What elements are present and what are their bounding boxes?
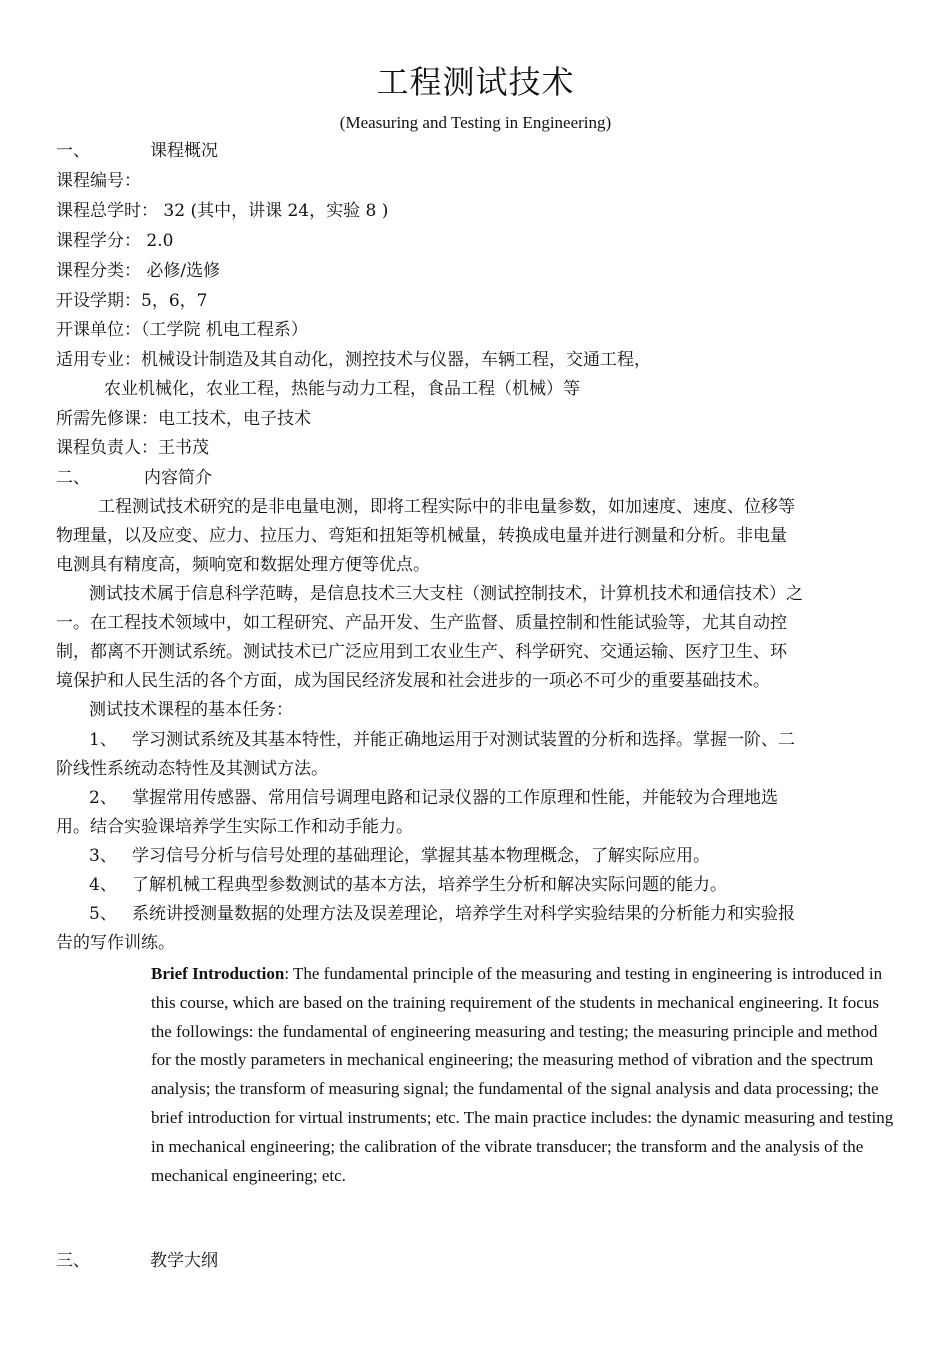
course-unit: 开课单位：（工学院 机电工程系）: [56, 320, 308, 340]
task-number: 4、: [89, 875, 117, 895]
intro-paragraph-line: 境保护和人民生活的各个方面，成为国民经济发展和社会进步的一项必不可少的重要基础技术。: [56, 671, 770, 691]
course-semester: 开设学期：5，6，7: [56, 291, 208, 311]
section-heading-3: [56, 1250, 218, 1272]
course-leader: 课程负责人：王书茂: [56, 438, 209, 458]
task-item: [89, 729, 795, 751]
task-item: [89, 787, 778, 809]
intro-paragraph-line: 电测具有精度高，频响宽和数据处理方便等优点。: [56, 555, 430, 575]
course-hours: 课程总学时： 32 (其中，讲课 24，实验 8 ): [56, 201, 389, 221]
tasks-heading: 测试技术课程的基本任务：: [89, 700, 293, 720]
task-item: [89, 903, 795, 925]
task-number: 2、: [89, 788, 117, 808]
task-text: 掌握常用传感器、常用信号调理电路和记录仪器的工作原理和性能，并能较为合理地选: [132, 788, 778, 808]
task-item: [89, 845, 710, 867]
course-credit: 课程学分： 2.0: [56, 231, 174, 251]
task-number: 5、: [89, 904, 117, 924]
section-title: 课程概况: [150, 141, 218, 161]
task-text: 系统讲授测量数据的处理方法及误差理论，培养学生对科学实验结果的分析能力和实验报: [132, 904, 795, 924]
task-item: [89, 874, 727, 896]
task-number: 3、: [89, 846, 117, 866]
intro-paragraph-line: 测试技术属于信息科学范畴，是信息技术三大支柱（测试控制技术，计算机技术和通信技术）之: [89, 584, 803, 604]
course-prerequisites: 所需先修课：电工技术，电子技术: [56, 409, 311, 429]
section-heading-1: [56, 140, 218, 162]
task-item-cont: 用。结合实验课培养学生实际工作和动手能力。: [56, 817, 413, 837]
brief-introduction: [151, 960, 896, 1190]
brief-introduction-label: Brief Introduction: [151, 964, 285, 983]
intro-paragraph-line: 一。在工程技术领域中，如工程研究、产品开发、生产监督、质量控制和性能试验等，尤其自动控: [56, 613, 787, 633]
brief-introduction-text: : The fundamental principle of the measuring and testing in engineering is introduced in this course, which are based on the training requirement of the students in mechanical engineering. It focus the followings: the fundamental of engineering measuring and testing; the measuring principle and method for the mostly parameters in mechanical engineering; the measuring method of vibration and the spectrum analysis; the transform of measuring signal; the fundamental of the signal analysis and data processing; the brief introduction for virtual instruments; etc. The main practice includes: the dynamic measuring and testing in mechanical engineering; the calibration of the vibrate transducer; the transform and the analysis of the mechanical engineering; etc.: [151, 964, 894, 1185]
task-text: 学习信号分析与信号处理的基础理论，掌握其基本物理概念，了解实际应用。: [132, 846, 710, 866]
course-code: 课程编号：: [56, 171, 141, 191]
intro-paragraph-line: 物理量，以及应变、应力、拉压力、弯矩和扭矩等机械量，转换成电量并进行测量和分析。非电量: [56, 526, 787, 546]
task-text: 了解机械工程典型参数测试的基本方法，培养学生分析和解决实际问题的能力。: [132, 875, 727, 895]
section-number: 二、: [56, 468, 90, 488]
course-category: 课程分类： 必修/选修: [56, 261, 221, 281]
intro-paragraph-line: 制，都离不开测试系统。测试技术已广泛应用到工农业生产、科学研究、交通运输、医疗卫生、环: [56, 642, 787, 662]
task-item-cont: 告的写作训练。: [56, 933, 175, 953]
section-heading-2: [56, 467, 212, 489]
section-number: 一、: [56, 141, 90, 161]
document-title: 工程测试技术: [376, 63, 575, 101]
task-item-cont: 阶线性系统动态特性及其测试方法。: [56, 759, 328, 779]
course-majors-cont: 农业机械化，农业工程，热能与动力工程，食品工程（机械）等: [104, 379, 580, 399]
course-majors: 适用专业：机械设计制造及其自动化，测控技术与仪器，车辆工程，交通工程，: [56, 350, 651, 370]
section-title: 内容简介: [144, 468, 212, 488]
task-number: 1、: [89, 730, 117, 750]
section-number: 三、: [56, 1251, 90, 1271]
document-subtitle: (Measuring and Testing in Engineering): [339, 113, 612, 132]
intro-paragraph-line: 工程测试技术研究的是非电量电测，即将工程实际中的非电量参数，如加速度、速度、位移等: [98, 497, 795, 517]
task-text: 学习测试系统及其基本特性，并能正确地运用于对测试装置的分析和选择。掌握一阶、二: [132, 730, 795, 750]
section-title: 教学大纲: [150, 1251, 218, 1271]
